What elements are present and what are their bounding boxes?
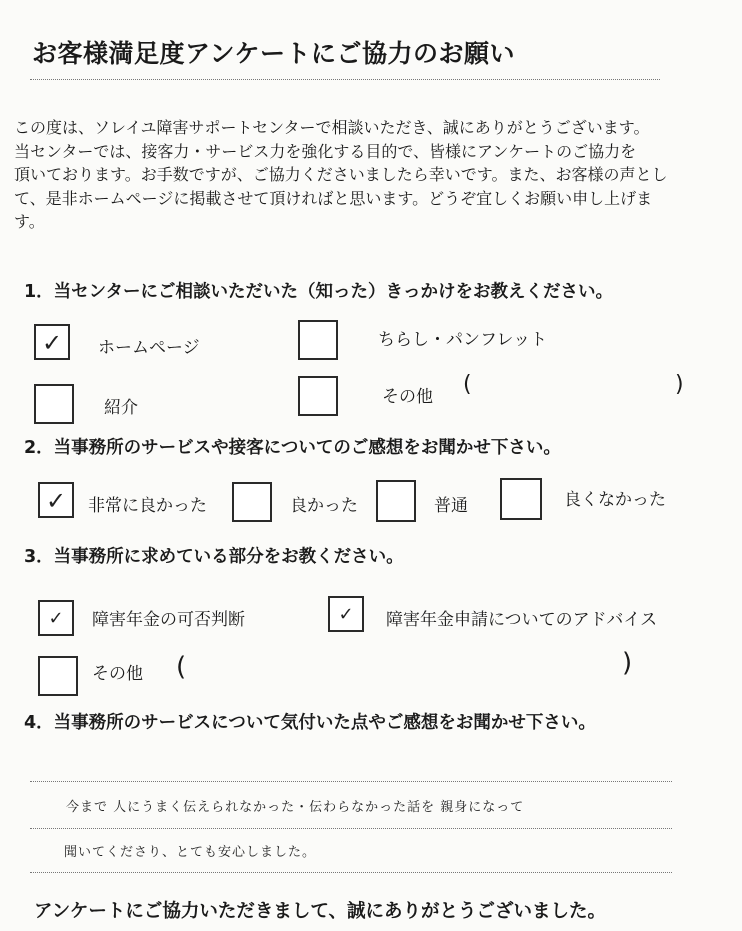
- q1-flyer-checkbox[interactable]: [298, 320, 338, 360]
- intro-line: す。: [14, 212, 45, 231]
- q3-eligibility-checkbox[interactable]: [38, 600, 74, 636]
- q1-other-paren-open: (: [463, 372, 472, 397]
- answer-rule: [30, 828, 672, 829]
- q2-good-checkbox[interactable]: [232, 482, 272, 522]
- check-mark-icon: ✓: [45, 487, 67, 515]
- check-mark-icon: [300, 378, 336, 414]
- q3-application-advice-label: 障害年金申請についてのアドバイス: [386, 610, 658, 630]
- q2-not-good-label: 良くなかった: [564, 490, 666, 510]
- answer-rule: [30, 872, 672, 873]
- q2-average-checkbox[interactable]: [376, 480, 416, 522]
- q2-good-label: 良かった: [290, 496, 358, 516]
- page-title: お客様満足度アンケートにご協力のお願い: [32, 39, 516, 68]
- intro-line: 当センターでは、接客力・サービス力を強化する目的で、皆様にアンケートのご協力を: [14, 141, 637, 161]
- q2-very-good-label: 非常に良かった: [88, 496, 207, 516]
- q2-very-good-checkbox[interactable]: [38, 482, 74, 518]
- question-4-label: 4．当事務所のサービスについて気付いた点やご感想をお聞かせ下さい。: [24, 713, 596, 733]
- question-3-label: 3．当事務所に求めている部分をお教ください。: [24, 547, 404, 567]
- check-mark-icon: [234, 484, 270, 520]
- q1-referral-checkbox[interactable]: [34, 384, 74, 424]
- q1-homepage-label: ホームページ: [98, 338, 200, 358]
- q3-other-checkbox[interactable]: [38, 656, 78, 696]
- check-mark-icon: [40, 658, 76, 694]
- intro-line: 頂いております。お手数ですが、ご協力くださいましたら幸いです。また、お客様の声とし: [14, 165, 668, 184]
- q2-average-label: 普通: [434, 496, 468, 516]
- q3-eligibility-label: 障害年金の可否判断: [92, 610, 245, 630]
- q3-other-paren-close: ): [622, 648, 633, 678]
- check-mark-icon: ✓: [338, 604, 354, 625]
- q1-flyer-label: ちらし・パンフレット: [378, 330, 548, 350]
- title-divider: [30, 79, 660, 80]
- intro-line: この度は、ソレイユ障害サポートセンターで相談いただき、誠にありがとうございます。: [14, 118, 650, 137]
- q1-other-checkbox[interactable]: [298, 376, 338, 416]
- check-mark-icon: ✓: [41, 329, 63, 357]
- q1-other-label: その他: [382, 387, 433, 407]
- q3-other-label: その他: [92, 664, 143, 684]
- check-mark-icon: [502, 480, 540, 518]
- q3-application-advice-checkbox[interactable]: [328, 596, 364, 632]
- answer-handwritten-line: 聞いてくださり、とても安心しました。: [64, 845, 317, 860]
- answer-rule: [30, 781, 672, 782]
- check-mark-icon: [378, 482, 414, 520]
- intro-line: て、是非ホームページに掲載させて頂ければと思います。どうぞ宜しくお願い申し上げま: [14, 188, 653, 208]
- q2-not-good-checkbox[interactable]: [500, 478, 542, 520]
- check-mark-icon: [300, 322, 336, 358]
- answer-handwritten-line: 今まで 人にうまく伝えられなかった・伝わらなかった話を 親身になって: [66, 800, 525, 815]
- closing-thanks: アンケートにご協力いただきまして、誠にありがとうございました。: [34, 901, 607, 922]
- q1-homepage-checkbox[interactable]: [34, 324, 70, 360]
- q1-other-paren-close: ): [675, 372, 684, 397]
- question-1-label: 1．当センターにご相談いただいた（知った）きっかけをお教えください。: [24, 282, 613, 302]
- check-mark-icon: [36, 386, 72, 422]
- q3-other-paren-open: (: [176, 652, 187, 682]
- q1-referral-label: 紹介: [104, 398, 138, 418]
- check-mark-icon: ✓: [48, 608, 64, 629]
- intro-text: [14, 116, 714, 234]
- question-2-label: 2．当事務所のサービスや接客についてのご感想をお聞かせ下さい。: [24, 438, 561, 458]
